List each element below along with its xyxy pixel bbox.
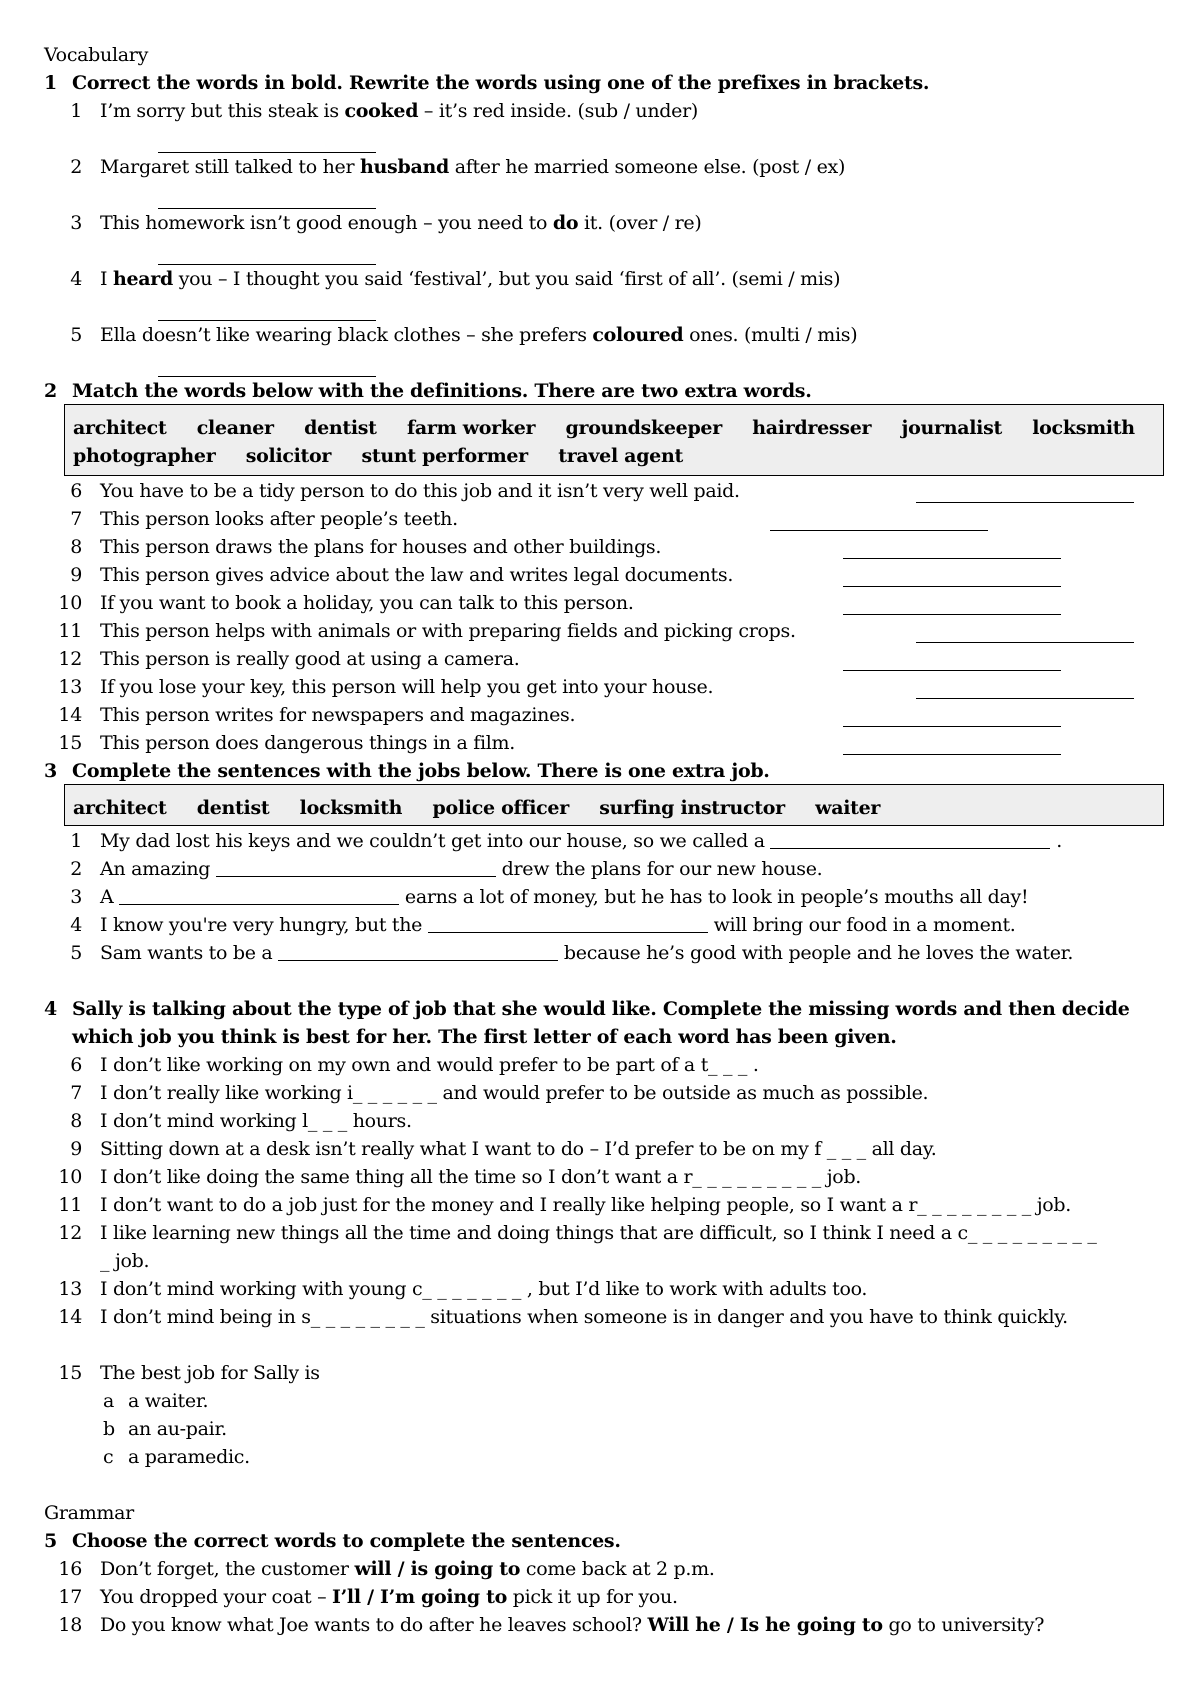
answer-line[interactable]: [843, 754, 1061, 755]
answer-line[interactable]: [843, 586, 1061, 587]
item-number: 2: [70, 858, 82, 880]
ex2-word-box: [64, 404, 1164, 476]
item-number: 5: [70, 942, 82, 964]
answer-line[interactable]: [916, 642, 1134, 643]
definition-text: You have to be a tidy person to do this job and it isn’t very well paid.: [100, 480, 740, 502]
option-letter: c: [103, 1446, 114, 1468]
answer-line[interactable]: [843, 726, 1061, 727]
item-text-continued: _ job.: [100, 1250, 150, 1272]
ex1-instruction: Correct the words in bold. Rewrite the words using one of the prefixes in brackets.: [72, 72, 930, 94]
answer-line[interactable]: [158, 320, 376, 321]
item-text: I don’t really like working i_ _ _ _ _ _ and would prefer to be outside as much as possible.: [100, 1082, 929, 1104]
item-number: 3: [70, 886, 82, 908]
item-number: 14: [58, 704, 82, 726]
answer-line[interactable]: [158, 264, 376, 265]
item-number: 1: [70, 830, 82, 852]
item-text: I don’t mind working with young c_ _ _ _ _ _ _ , but I’d like to work with adults too.: [100, 1278, 868, 1300]
word: police officer: [432, 797, 569, 819]
word: dentist: [196, 797, 270, 819]
word: surfing instructor: [599, 797, 785, 819]
word: dentist: [304, 417, 377, 439]
definition-text: This person helps with animals or with preparing fields and picking crops.: [100, 620, 796, 642]
word: waiter: [815, 797, 881, 819]
definition-text: This person looks after people’s teeth.: [100, 508, 458, 530]
item-text: This homework isn’t good enough – you need to do it. (over / re): [100, 212, 702, 234]
grammar-heading: Grammar: [44, 1502, 134, 1524]
item-number: 13: [58, 676, 82, 698]
item-number: 14: [58, 1306, 82, 1328]
answer-line[interactable]: [843, 558, 1061, 559]
item-number: 5: [70, 324, 82, 346]
definition-text: This person gives advice about the law and writes legal documents.: [100, 564, 734, 586]
item-number: 7: [70, 1082, 82, 1104]
word-box-line-1: [73, 417, 1159, 439]
word: groundskeeper: [565, 417, 722, 439]
item-text: I don’t mind working l_ _ _ hours.: [100, 1110, 412, 1132]
answer-line[interactable]: [158, 152, 376, 153]
item-text: I don’t like doing the same thing all the time so I don’t want a r_ _ _ _ _ _ _ _ _ job.: [100, 1166, 862, 1188]
item-number: 4: [70, 914, 82, 936]
answer-line[interactable]: [158, 208, 376, 209]
answer-line[interactable]: [916, 698, 1134, 699]
item-number: 6: [70, 1054, 82, 1076]
answer-line[interactable]: [916, 502, 1134, 503]
item-text: I don’t mind being in s_ _ _ _ _ _ _ _ situations when someone is in danger and you have to think quickly.: [100, 1306, 1068, 1328]
item-text: Sitting down at a desk isn’t really what I want to do – I’d prefer to be on my f _ _ _ all day.: [100, 1138, 937, 1160]
item-number: 10: [58, 1166, 82, 1188]
word: locksmith: [299, 797, 403, 819]
word: locksmith: [1032, 417, 1135, 439]
option-text: a paramedic.: [128, 1446, 250, 1468]
word: architect: [73, 417, 167, 439]
choice-options[interactable]: Will he / Is he going to: [647, 1614, 883, 1636]
item-text: Sam wants to be a because he’s good with people and he loves the water.: [100, 942, 1074, 964]
ex4-instruction-line-1: Sally is talking about the type of job that she would like. Complete the missing words and then decide: [72, 998, 1130, 1020]
item-text: I’m sorry but this steak is cooked – it’s red inside. (sub / under): [100, 100, 698, 122]
item-text: I like learning new things all the time and doing things that are difficult, so I think I need a c_ _ _ _ _ _ _ _ _: [100, 1222, 1097, 1244]
item-number: 17: [58, 1586, 82, 1608]
item-text: You dropped your coat – I’ll / I’m going to pick it up for you.: [100, 1586, 678, 1608]
ex3-word-box: [64, 784, 1164, 826]
item-text: An amazing drew the plans for our new house.: [100, 858, 823, 880]
item-number: 3: [70, 212, 82, 234]
answer-blank[interactable]: [428, 915, 708, 933]
answer-blank[interactable]: [770, 831, 1050, 849]
word: hairdresser: [752, 417, 872, 439]
item-number: 12: [58, 648, 82, 670]
ex2-number: 2: [44, 380, 57, 402]
ex3-instruction: Complete the sentences with the jobs below. There is one extra job.: [72, 760, 770, 782]
item-text: I heard you – I thought you said ‘festival’, but you said ‘first of all’. (semi / mis): [100, 268, 841, 290]
item-number: 16: [58, 1558, 82, 1580]
definition-text: If you want to book a holiday, you can talk to this person.: [100, 592, 634, 614]
item-text: I know you're very hungry, but the will bring our food in a moment.: [100, 914, 1016, 936]
ex3-number: 3: [44, 760, 57, 782]
definition-text: This person writes for newspapers and magazines.: [100, 704, 576, 726]
answer-blank[interactable]: [278, 943, 558, 961]
item-number: 2: [70, 156, 82, 178]
item-text: My dad lost his keys and we couldn’t get into our house, so we called a .: [100, 830, 1062, 852]
word-box-line: [73, 797, 904, 819]
option-text: an au-pair.: [128, 1418, 227, 1440]
word: travel agent: [558, 445, 683, 467]
word: photographer: [73, 445, 216, 467]
item-number: 11: [58, 1194, 82, 1216]
definition-text: If you lose your key, this person will help you get into your house.: [100, 676, 714, 698]
item-number: 12: [58, 1222, 82, 1244]
ex1-number: 1: [44, 72, 57, 94]
item-text: I don’t like working on my own and would prefer to be part of a t_ _ _ .: [100, 1054, 759, 1076]
item-text: Do you know what Joe wants to do after he leaves school? Will he / Is he going to go to university?: [100, 1614, 1045, 1636]
option-letter: b: [103, 1418, 115, 1440]
item-text: The best job for Sally is: [100, 1362, 320, 1384]
item-number: 15: [58, 1362, 82, 1384]
word: cleaner: [196, 417, 274, 439]
ex5-number: 5: [44, 1530, 57, 1552]
ex5-instruction: Choose the correct words to complete the sentences.: [72, 1530, 621, 1552]
ex4-instruction-line-2: which job you think is best for her. The first letter of each word has been given.: [72, 1026, 897, 1048]
word: journalist: [901, 417, 1002, 439]
item-text: Margaret still talked to her husband after he married someone else. (post / ex): [100, 156, 846, 178]
definition-text: This person does dangerous things in a film.: [100, 732, 515, 754]
item-number: 8: [70, 1110, 82, 1132]
item-number: 15: [58, 732, 82, 754]
item-number: 6: [70, 480, 82, 502]
item-number: 7: [70, 508, 82, 530]
item-number: 9: [70, 1138, 82, 1160]
answer-line[interactable]: [158, 376, 376, 377]
item-number: 10: [58, 592, 82, 614]
item-text: A earns a lot of money, but he has to look in people’s mouths all day!: [100, 886, 1029, 908]
answer-line[interactable]: [843, 670, 1061, 671]
definition-text: This person is really good at using a camera.: [100, 648, 520, 670]
item-text: Don’t forget, the customer will / is going to come back at 2 p.m.: [100, 1558, 715, 1580]
item-number: 11: [58, 620, 82, 642]
item-text: I don’t want to do a job just for the money and I really like helping people, so I want a r_ _ _ _ _ _ _ _ job.: [100, 1194, 1072, 1216]
item-text: Ella doesn’t like wearing black clothes – she prefers coloured ones. (multi / mis): [100, 324, 858, 346]
item-number: 8: [70, 536, 82, 558]
option-text: a waiter.: [128, 1390, 209, 1412]
answer-line[interactable]: [843, 614, 1061, 615]
option-letter: a: [103, 1390, 115, 1412]
choice-options[interactable]: I’ll / I’m going to: [332, 1586, 507, 1608]
item-number: 9: [70, 564, 82, 586]
word: solicitor: [245, 445, 332, 467]
item-number: 13: [58, 1278, 82, 1300]
answer-line[interactable]: [770, 530, 988, 531]
vocabulary-heading: Vocabulary: [44, 44, 149, 66]
definition-text: This person draws the plans for houses and other buildings.: [100, 536, 662, 558]
item-number: 18: [58, 1614, 82, 1636]
word: stunt performer: [361, 445, 528, 467]
word-box-line-2: [73, 445, 707, 467]
word: architect: [73, 797, 167, 819]
ex2-instruction: Match the words below with the definitions. There are two extra words.: [72, 380, 812, 402]
answer-blank[interactable]: [216, 859, 496, 877]
answer-blank[interactable]: [119, 887, 399, 905]
ex4-number: 4: [44, 998, 57, 1020]
word: farm worker: [406, 417, 536, 439]
item-number: 1: [70, 100, 82, 122]
choice-options[interactable]: will / is going to: [354, 1558, 521, 1580]
item-number: 4: [70, 268, 82, 290]
